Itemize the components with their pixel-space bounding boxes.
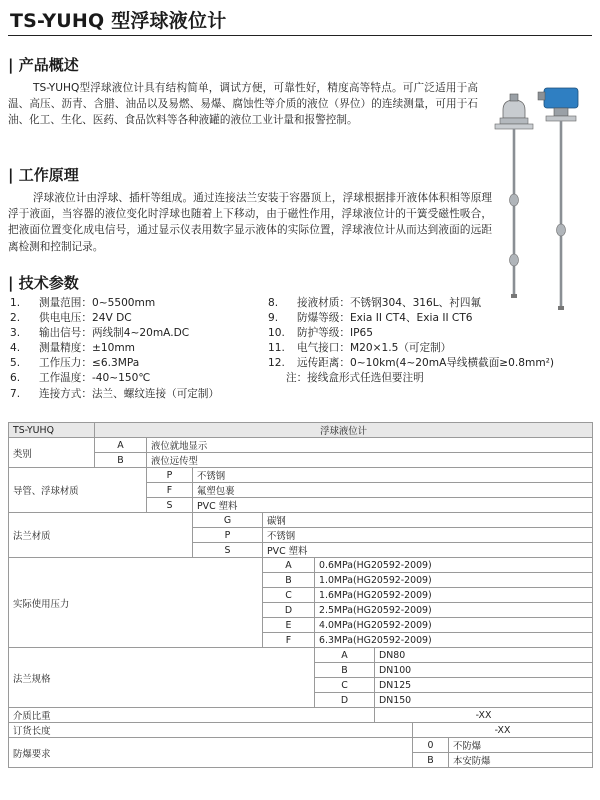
pressure-code: B: [263, 573, 315, 588]
title-divider: [8, 35, 592, 36]
table-row: [9, 648, 593, 663]
explosion-code: B: [413, 753, 449, 768]
overview-heading: | 产品概述: [8, 56, 79, 74]
table-header-row: [9, 423, 593, 438]
length-code: -XX: [413, 723, 593, 738]
table-row: [9, 723, 593, 738]
spec-item: 5. 工作压力：≤6.3MPa: [10, 357, 140, 370]
tube-material-code: P: [147, 468, 193, 483]
flange-spec-code: B: [315, 663, 375, 678]
pressure-code: F: [263, 633, 315, 648]
explosion-label: 防爆要求: [9, 738, 413, 768]
flange-spec-label: 法兰规格: [9, 648, 315, 708]
flange-material-desc: PVC 塑料: [263, 543, 593, 558]
type-desc: 液位远传型: [147, 453, 593, 468]
spec-item: 10. 防护等级：IP65: [268, 327, 373, 340]
spec-item: 4. 测量精度：±10mm: [10, 342, 135, 355]
flange-material-code: P: [193, 528, 263, 543]
spec-item: 8. 接液材质：不锈钢304、316L、衬四氟: [268, 297, 482, 309]
pressure-code: E: [263, 618, 315, 633]
pressure-desc: 6.3MPa(HG20592-2009): [315, 633, 593, 648]
pressure-desc: 1.6MPa(HG20592-2009): [315, 588, 593, 603]
length-label: 订货长度: [9, 723, 413, 738]
spec-item: 1. 测量范围：0~5500mm: [10, 297, 156, 309]
flange-material-label: 法兰材质: [9, 513, 193, 558]
spec-item: 7. 连接方式：法兰、螺纹连接（可定制）: [10, 387, 220, 400]
page-title: TS-YUHQ 型浮球液位计: [10, 10, 227, 32]
explosion-desc: 本安防爆: [449, 753, 593, 768]
float-level-meter-photo-left: [495, 94, 533, 298]
model-code-cell: TS-YUHQ: [9, 423, 95, 438]
type-label: 类别: [9, 438, 95, 468]
density-label: 介质比重: [9, 708, 375, 723]
flange-spec-desc: DN150: [375, 693, 593, 708]
spec-list-left: [10, 296, 219, 402]
spec-list-right: [268, 296, 554, 387]
tube-material-code: F: [147, 483, 193, 498]
flange-spec-code: D: [315, 693, 375, 708]
table-row: [9, 513, 593, 528]
pressure-code: A: [263, 558, 315, 573]
principle-heading: | 工作原理: [8, 166, 79, 184]
flange-material-code: S: [193, 543, 263, 558]
tube-material-desc: PVC 塑料: [193, 498, 593, 513]
flange-spec-code: A: [315, 648, 375, 663]
flange-material-desc: 碳钢: [263, 513, 593, 528]
pressure-desc: 4.0MPa(HG20592-2009): [315, 618, 593, 633]
pressure-label: 实际使用压力: [9, 558, 263, 648]
pressure-code: C: [263, 588, 315, 603]
tube-material-desc: 氟塑包裹: [193, 483, 593, 498]
type-desc: 液位就地显示: [147, 438, 593, 453]
type-code: A: [95, 438, 147, 453]
principle-text: 浮球液位计由浮球、插杆等组成。通过连接法兰安装于容器顶上，浮球根据排开液体体积相等原理浮于液面，当容器的液位变化时浮球也随着上下移动，由于磁性作用，浮球液位计的干簧受磁性吸合，把液面位置变化成电信号，通过显示仪表用数字显示液体的实际位置，浮球液位计从而达到液面的远距离检测和控制记录。: [8, 192, 492, 253]
explosion-desc: 不防爆: [449, 738, 593, 753]
pressure-desc: 0.6MPa(HG20592-2009): [315, 558, 593, 573]
pressure-desc: 2.5MPa(HG20592-2009): [315, 603, 593, 618]
product-photo: [488, 80, 592, 316]
table-row: [9, 738, 593, 753]
pressure-code: D: [263, 603, 315, 618]
flange-spec-desc: DN80: [375, 648, 593, 663]
table-row: [9, 708, 593, 723]
flange-spec-desc: DN125: [375, 678, 593, 693]
density-code: -XX: [375, 708, 593, 723]
spec-item: 6. 工作温度：-40~150℃: [10, 372, 151, 385]
spec-item: 3. 输出信号：两线制4~20mA.DC: [10, 327, 190, 340]
specs-heading: | 技术参数: [8, 274, 79, 292]
table-row: [9, 558, 593, 573]
table-row: [9, 468, 593, 483]
explosion-code: 0: [413, 738, 449, 753]
flange-spec-desc: DN100: [375, 663, 593, 678]
tube-material-label: 导管、浮球材质: [9, 468, 147, 513]
flange-material-desc: 不锈钢: [263, 528, 593, 543]
type-code: B: [95, 453, 147, 468]
flange-spec-code: C: [315, 678, 375, 693]
tube-material-code: S: [147, 498, 193, 513]
product-name-cell: 浮球液位计: [95, 423, 593, 438]
tube-material-desc: 不锈钢: [193, 468, 593, 483]
table-row: [9, 453, 593, 468]
float-level-meter-photo-right: [538, 88, 578, 310]
spec-item: 9. 防爆等级：Exia II CT4、Exia II CT6: [268, 312, 473, 325]
model-selection-table: [8, 422, 593, 768]
overview-text: TS-YUHQ型浮球液位计具有结构简单，调试方便，可靠性好，精度高等特点。可广泛适用于高温、高压、沥青、含腊、油品以及易燃、易爆、腐蚀性等介质的液位（界位）的连续测量，可用于石油、化工、生化、医药、食品饮料等各种液罐的液位工业计量和报警控制。: [8, 82, 478, 127]
spec-item: 12. 远传距离：0~10km(4~20mA导线横截面≥0.8mm²): [268, 357, 555, 370]
spec-item: 11. 电气接口：M20×1.5（可定制）: [268, 342, 452, 355]
spec-item: 2. 供电电压：24V DC: [10, 312, 132, 325]
table-row: [9, 438, 593, 453]
flange-material-code: G: [193, 513, 263, 528]
pressure-desc: 1.0MPa(HG20592-2009): [315, 573, 593, 588]
spec-note: 注：接线盒形式任选但要注明: [286, 372, 424, 385]
